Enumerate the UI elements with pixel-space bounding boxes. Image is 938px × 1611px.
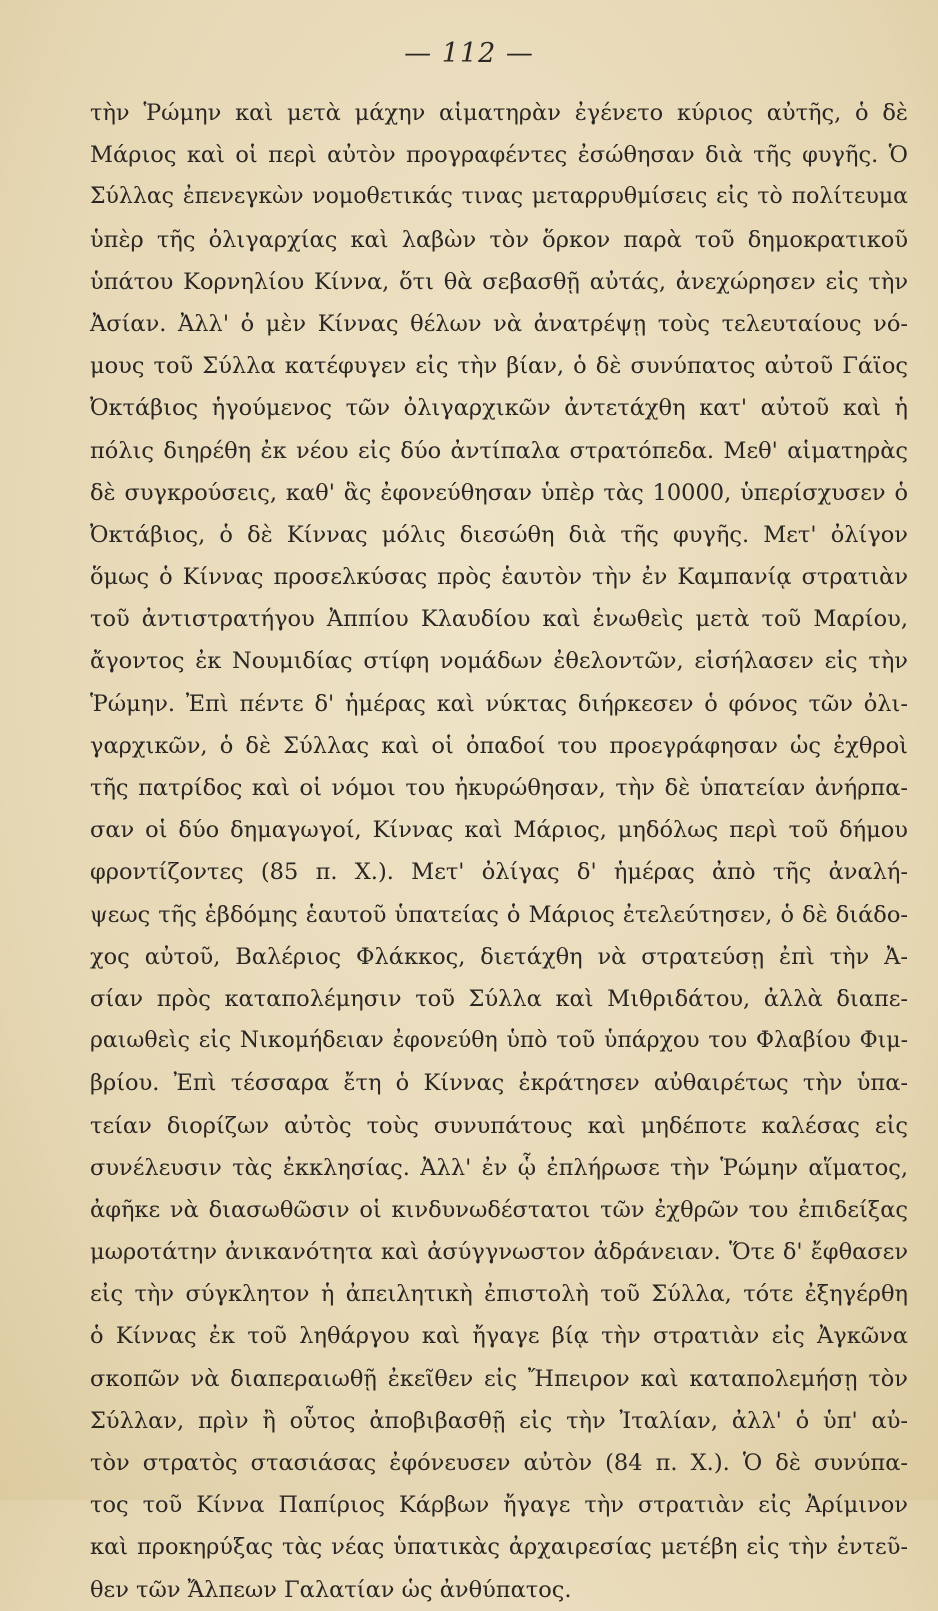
text-line: τῆς πατρίδος καὶ οἱ νόμοι του ἠκυρώθησαν, τὴν δὲ ὑπατείαν ἀνήρπα- <box>90 775 908 801</box>
text-line: ραιωθεὶς εἰς Νικομήδειαν ἐφονεύθη ὑπὸ τοῦ ὑπάρχου του Φλαβίου Φιμ- <box>90 1028 908 1054</box>
text-line: Ἀσίαν. Ἀλλ' ὁ μὲν Κίννας θέλων νὰ ἀνατρέψῃ τοὺς τελευταίους νό- <box>90 310 908 337</box>
text-line: καὶ προκηρύξας τὰς νέας ὑπατικὰς ἀρχαιρεσίας μετέβη εἰς τὴν ἐντεῦ- <box>90 1534 908 1561</box>
text-line: σίαν πρὸς καταπολέμησιν τοῦ Σύλλα καὶ Μιθριδάτου, ἀλλὰ διαπε- <box>90 985 908 1012</box>
text-line: ὅμως ὁ Κίννας προσελκύσας πρὸς ἑαυτὸν τὴν ἐν Καμπανίᾳ στρατιὰν <box>90 564 908 591</box>
text-line: ὁ Κίννας ἐκ τοῦ ληθάργου καὶ ἤγαγε βίᾳ τὴν στρατιὰν εἰς Ἀγκῶνα <box>90 1323 908 1350</box>
text-line: τείαν διορίζων αὐτὸς τοὺς συνυπάτους καὶ μηδέποτε καλέσας εἰς <box>90 1112 908 1139</box>
text-line: ψεως τῆς ἑβδόμης ἑαυτοῦ ὑπατείας ὁ Μάριος ἐτελεύτησεν, ὁ δὲ διάδο- <box>90 901 908 928</box>
text-line: τος τοῦ Κίννα Παπίριος Κάρβων ἤγαγε τὴν στρατιὰν εἰς Ἀρίμινον <box>90 1492 908 1519</box>
text-line: συνέλευσιν τὰς ἐκκλησίας. Ἀλλ' ἐν ᾧ ἐπλήρωσε τὴν Ῥώμην αἵματος, <box>90 1154 908 1181</box>
text-line: ὑπάτου Κορνηλίου Κίννα, ὅτι θὰ σεβασθῇ αὐτάς, ἀνεχώρησεν εἰς τὴν <box>90 268 908 295</box>
text-line: Ὀκτάβιος ἡγούμενος τῶν ὀλιγαρχικῶν ἀντετάχθη κατ' αὐτοῦ καὶ ἡ <box>90 395 908 422</box>
text-line: μωροτάτην ἀνικανότητα καὶ ἀσύγγνωστον ἀδράνειαν. Ὅτε δ' ἔφθασεν <box>90 1239 908 1266</box>
text-line: βρίου. Ἐπὶ τέσσαρα ἔτη ὁ Κίννας ἐκράτησεν αὐθαιρέτως τὴν ὑπα- <box>90 1070 908 1097</box>
text-line: δὲ συγκρούσεις, καθ' ἃς ἐφονεύθησαν ὑπὲρ τὰς 10000, ὑπερίσχυσεν ὁ <box>90 479 908 506</box>
text-line: γαρχικῶν, ὁ δὲ Σύλλας καὶ οἱ ὀπαδοί του προεγράφησαν ὡς ἐχθροὶ <box>90 732 908 759</box>
text-line: χος αὐτοῦ, Βαλέριος Φλάκκος, διετάχθη νὰ στρατεύσῃ ἐπὶ τὴν Ἀ- <box>90 943 908 970</box>
text-line: Ῥώμην. Ἐπὶ πέντε δ' ἡμέρας καὶ νύκτας διήρκεσεν ὁ φόνος τῶν ὀλι- <box>90 690 908 717</box>
text-line: μους τοῦ Σύλλα κατέφυγεν εἰς τὴν βίαν, ὁ δὲ συνύπατος αὐτοῦ Γάϊος <box>90 353 908 380</box>
text-line: τὸν στρατὸς στασιάσας ἐφόνευσεν αὐτὸν (84 π. Χ.). Ὁ δὲ συνύπα- <box>90 1450 908 1476</box>
text-line: ἄγοντος ἐκ Νουμιδίας στίφη νομάδων ἐθελοντῶν, εἰσήλασεν εἰς τὴν <box>90 648 908 675</box>
text-line: σαν οἱ δύο δημαγωγοί, Κίννας καὶ Μάριος, μηδόλως περὶ τοῦ δήμου <box>90 817 908 844</box>
text-line: ὑπὲρ τῆς ὀλιγαρχίας καὶ λαβὼν τὸν ὅρκον παρὰ τοῦ δημοκρατικοῦ <box>90 226 908 253</box>
text-line: Σύλλας ἐπενεγκὼν νομοθετικάς τινας μεταρρυθμίσεις εἰς τὸ πολίτευμα <box>90 184 908 210</box>
body-text <box>90 92 908 1611</box>
text-line: Μάριος καὶ οἱ περὶ αὐτὸν προγραφέντες ἐσώθησαν διὰ τῆς φυγῆς. Ὁ <box>90 142 908 169</box>
page-number: — 112 — <box>404 38 534 69</box>
text-line-last: θεν τῶν Ἄλπεων Γαλατίαν ὡς ἀνθύπατος. <box>90 1576 572 1603</box>
text-line: φροντίζοντες (85 π. Χ.). Μετ' ὀλίγας δ' ἡμέρας ἀπὸ τῆς ἀναλή- <box>90 859 908 886</box>
text-line: τοῦ ἀντιστρατήγου Ἀππίου Κλαυδίου καὶ ἑνωθεὶς μετὰ τοῦ Μαρίου, <box>90 606 908 633</box>
text-line: πόλις διηρέθη ἐκ νέου εἰς δύο ἀντίπαλα στρατόπεδα. Μεθ' αἱματηρὰς <box>90 437 908 464</box>
text-line: Σύλλαν, πρὶν ἢ οὗτος ἀποβιβασθῇ εἰς τὴν Ἰταλίαν, ἀλλ' ὁ ὑπ' αὐ- <box>90 1407 908 1434</box>
text-line: εἰς τὴν σύγκλητον ἡ ἀπειλητικὴ ἐπιστολὴ τοῦ Σύλλα, τότε ἐξηγέρθη <box>90 1281 908 1308</box>
text-line: τὴν Ῥώμην καὶ μετὰ μάχην αἱματηρὰν ἐγένετο κύριος αὐτῆς, ὁ δὲ <box>90 100 908 126</box>
text-line: ἀφῆκε νὰ διασωθῶσιν οἱ κινδυνωδέστατοι τῶν ἐχθρῶν του ἐπιδείξας <box>90 1196 908 1223</box>
text-line: Ὀκτάβιος, ὁ δὲ Κίννας μόλις διεσώθη διὰ τῆς φυγῆς. Μετ' ὀλίγον <box>90 521 908 548</box>
text-line: σκοπῶν νὰ διαπεραιωθῇ ἐκεῖθεν εἰς Ἤπειρον καὶ καταπολεμήσῃ τὸν <box>90 1365 908 1392</box>
